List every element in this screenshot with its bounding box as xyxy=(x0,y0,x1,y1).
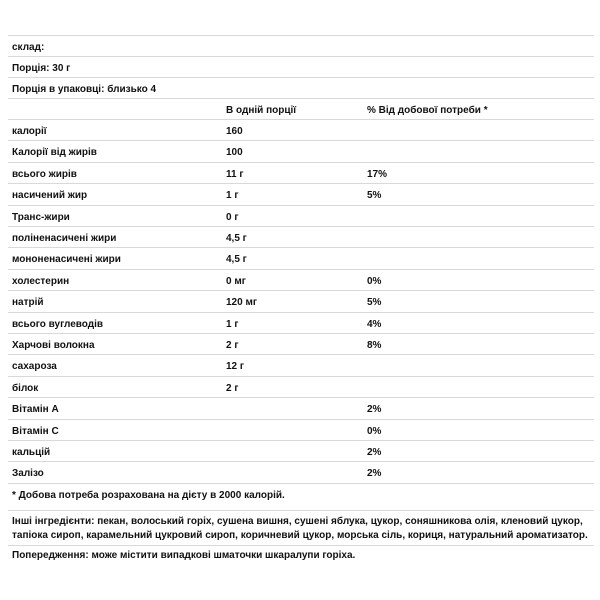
table-row xyxy=(8,376,594,397)
table-row xyxy=(8,205,594,226)
nutrient-name: Харчові волокна xyxy=(12,340,95,351)
per-serving-value: 0 мг xyxy=(226,275,246,287)
daily-value-percent: 0% xyxy=(367,275,382,287)
daily-value-percent: 17% xyxy=(367,168,388,180)
nutrient-name: Транс-жири xyxy=(12,211,70,223)
nutrient-name: натрій xyxy=(12,297,44,309)
nutrient-name: мононенасичені жири xyxy=(12,254,121,266)
table-header-row xyxy=(8,98,594,119)
daily-value-percent: 2% xyxy=(367,404,382,416)
nutrient-name: всього вуглеводів xyxy=(12,318,104,330)
table-row xyxy=(8,290,594,311)
table-row xyxy=(8,461,594,482)
table-row xyxy=(8,226,594,247)
daily-value-percent: 4% xyxy=(367,318,382,330)
table-row xyxy=(8,419,594,440)
per-serving-value: 2 г xyxy=(226,382,239,394)
nutrient-name: Вітамін А xyxy=(12,404,59,416)
daily-value-percent: 5% xyxy=(367,297,382,309)
serving-size: Порція: 30 г xyxy=(12,63,71,74)
per-serving-value: 160 xyxy=(226,126,243,137)
per-serving-value: 0 г xyxy=(226,211,239,223)
table-row xyxy=(8,269,594,290)
table-row xyxy=(8,354,594,375)
table-row xyxy=(8,140,594,161)
column-header-per-serving: В одній порції xyxy=(226,105,297,116)
nutrient-name: Залізо xyxy=(12,468,44,480)
per-serving-value: 2 г xyxy=(226,340,239,351)
table-row xyxy=(8,162,594,183)
per-serving-value: 1 г xyxy=(226,190,239,202)
section-divider xyxy=(8,545,594,546)
nutrient-name: насичений жир xyxy=(12,190,88,202)
servings-per-pack: Порція в упаковці: близько 4 xyxy=(12,84,157,95)
nutrient-name: поліненасичені жири xyxy=(12,233,117,244)
ingredients-text: Інші інгредієнти: пекан, волоський горіх, сушена вишня, сушені яблука, цукор, соняшникова олія, кленовий цукор, тапіока сироп, карамельний цукровий сироп, коричневий цукор, морська сіль, кориця, натуральний ароматизатор. xyxy=(12,516,588,541)
table-row xyxy=(8,247,594,268)
daily-value-percent: 5% xyxy=(367,190,382,202)
table-row xyxy=(8,183,594,204)
table-row xyxy=(8,312,594,333)
nutrient-name: всього жирів xyxy=(12,168,77,180)
nutrient-name: сахароза xyxy=(12,361,57,373)
per-serving-value: 4,5 г xyxy=(226,233,247,244)
warning-text: Попередження: може містити випадкові шматочки шкаралупи горіха. xyxy=(12,550,356,561)
per-serving-value: 4,5 г xyxy=(226,254,247,266)
per-serving-value: 100 xyxy=(226,147,243,159)
table-row xyxy=(8,119,594,140)
column-header-daily-value: % Від добової потреби * xyxy=(367,105,488,116)
table-row xyxy=(8,440,594,461)
per-serving-value: 12 г xyxy=(226,361,245,373)
nutrient-name: Вітамін С xyxy=(12,425,59,437)
table-row xyxy=(8,333,594,354)
nutrient-name: кальцій xyxy=(12,447,51,458)
composition-row xyxy=(8,35,594,56)
daily-value-footnote: * Добова потреба розрахована на дієту в 2000 калорій. xyxy=(8,483,594,501)
nutrient-name: білок xyxy=(12,382,39,394)
servings-per-pack-row xyxy=(8,77,594,98)
composition-label: склад: xyxy=(12,42,45,53)
table-row xyxy=(8,397,594,418)
daily-value-percent: 0% xyxy=(367,425,382,437)
per-serving-value: 120 мг xyxy=(226,297,258,309)
daily-value-percent: 8% xyxy=(367,340,382,351)
per-serving-value: 1 г xyxy=(226,318,239,330)
daily-value-percent: 2% xyxy=(367,468,382,480)
serving-row xyxy=(8,56,594,77)
nutrient-name: калорії xyxy=(12,126,47,137)
section-divider xyxy=(8,510,594,511)
daily-value-percent: 2% xyxy=(367,447,382,458)
nutrient-name: Калорії від жирів xyxy=(12,147,97,159)
nutrient-name: холестерин xyxy=(12,275,70,287)
per-serving-value: 11 г xyxy=(226,168,244,180)
